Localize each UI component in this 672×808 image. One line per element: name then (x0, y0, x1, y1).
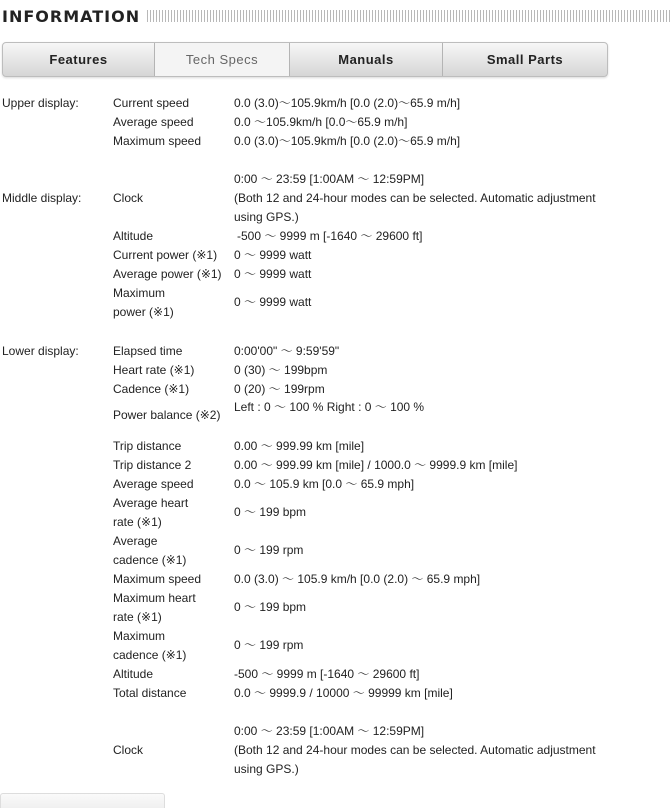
spec-item: Current speed (113, 96, 190, 110)
spec-item: Total distance (113, 686, 187, 700)
spec-item: Average heart rate (※1) (113, 496, 189, 529)
spec-value: 0 ～ 9999 watt (234, 295, 312, 309)
spec-item: Average cadence (※1) (113, 534, 187, 567)
spec-item: Average speed (113, 115, 194, 129)
spec-item: Maximum power (※1) (113, 286, 174, 319)
spec-item: Maximum speed (113, 134, 202, 148)
spec-value: 0.0 ～ 105.9 km [0.0 ～ 65.9 mph] (234, 477, 415, 491)
spec-value: 0 ～ 199 rpm (234, 543, 304, 557)
spec-value: 0:00'00" ～ 9:59'59" (234, 344, 340, 358)
page-title: INFORMATION (2, 6, 141, 26)
spec-item: Elapsed time (113, 344, 183, 358)
spec-item: Maximum heart rate (※1) (113, 591, 196, 624)
spec-value: 0 ～ 199 bpm (234, 505, 307, 519)
spec-item: Maximum speed (113, 572, 202, 586)
spec-value: 0 ～ 9999 watt (234, 267, 312, 281)
spec-item: Altitude (113, 229, 154, 243)
spec-value: 0.0 ～ 9999.9 / 10000 ～ 99999 km [mile] (234, 686, 453, 700)
spec-item: Average power (※1) (113, 267, 222, 281)
spec-item: Cadence (※1) (113, 382, 190, 396)
tab-small-parts[interactable]: Small Parts (442, 43, 607, 76)
spec-value: 0 ～ 199 rpm (234, 638, 304, 652)
spec-item: Power balance (※2) (113, 408, 221, 422)
spec-value: 0.0 (3.0)～105.9km/h [0.0 (2.0)～65.9 m/h] (234, 96, 461, 110)
section-label-lower: Lower display: (2, 344, 79, 358)
spec-value: 0.0 (3.0) ～ 105.9 km/h [0.0 (2.0) ～ 65.9 mph] (234, 572, 481, 586)
spec-value: 0.0 (3.0)～105.9km/h [0.0 (2.0)～65.9 m/h] (234, 134, 461, 148)
bottom-panel-edge (0, 793, 165, 808)
spec-item: Trip distance (113, 439, 182, 453)
spec-item: Maximum cadence (※1) (113, 629, 187, 662)
spec-item: Altitude (113, 667, 154, 681)
spec-value: 0.00 ～ 999.99 km [mile] / 1000.0 ～ 9999.9 km [mile] (234, 458, 518, 472)
spec-value: 0 (30) ～ 199bpm (234, 363, 328, 377)
spec-value: Left : 0 ～ 100 % Right : 0 ～ 100 % (234, 400, 425, 414)
section-label-upper: Upper display: (2, 96, 79, 110)
information-header (2, 6, 670, 26)
spec-value: -500 ～ 9999 m [-1640 ～ 29600 ft] (237, 229, 423, 243)
spec-item: Trip distance 2 (113, 458, 192, 472)
spec-item: Heart rate (※1) (113, 363, 195, 377)
spec-value: 0:00 ～ 23:59 [1:00AM ～ 12:59PM] (Both 12 and 24-hour modes can be selected. Automatic adjustment using GPS.) (234, 172, 596, 224)
spec-value: 0.0 ～105.9km/h [0.0～65.9 m/h] (234, 115, 408, 129)
spec-value: 0 ～ 9999 watt (234, 248, 312, 262)
header-stripes-decoration (147, 10, 670, 22)
spec-value: 0.00 ～ 999.99 km [mile] (234, 439, 365, 453)
spec-value: 0:00 ～ 23:59 [1:00AM ～ 12:59PM] (Both 12 and 24-hour modes can be selected. Automatic adjustment using GPS.) (234, 724, 596, 776)
spec-item: Average speed (113, 477, 194, 491)
spec-value: -500 ～ 9999 m [-1640 ～ 29600 ft] (234, 667, 420, 681)
spec-item: Clock (113, 191, 144, 205)
section-label-middle: Middle display: (2, 191, 82, 205)
tab-features[interactable]: Features (49, 52, 108, 67)
tab-tech-specs[interactable]: Tech Specs (154, 43, 289, 76)
spec-value: 0 ～ 199 bpm (234, 600, 307, 614)
tab-bar (2, 42, 608, 77)
spec-item: Clock (113, 743, 144, 757)
spec-value: 0 (20) ～ 199rpm (234, 382, 325, 396)
tab-manuals[interactable]: Manuals (289, 43, 442, 76)
spec-item: Current power (※1) (113, 248, 218, 262)
